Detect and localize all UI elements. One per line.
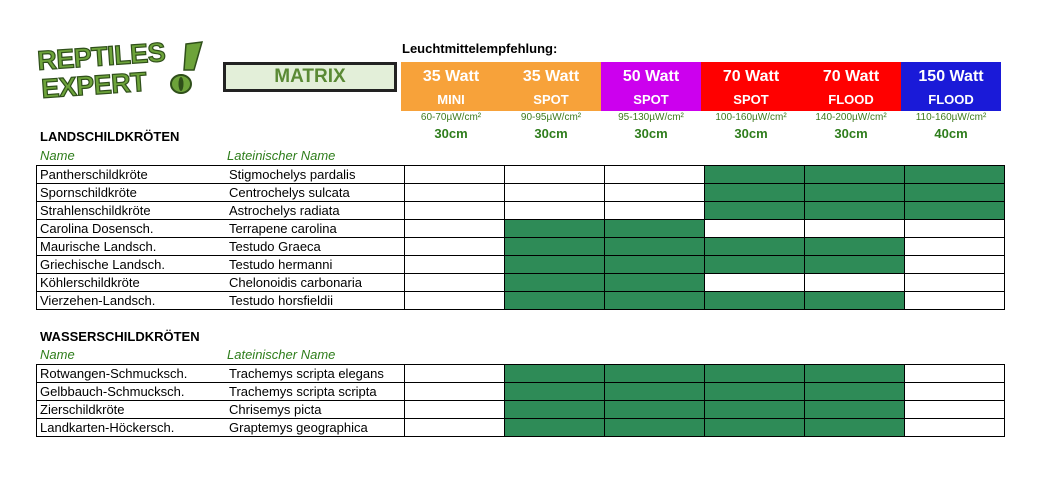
table-row [37, 202, 1005, 220]
empty-cell [405, 292, 505, 310]
empty-cell [905, 274, 1005, 292]
recommended-cell [705, 238, 805, 256]
recommended-cell [905, 166, 1005, 184]
species-name: Strahlenschildkröte [37, 202, 226, 220]
recommended-cell [705, 365, 805, 383]
recommended-cell [505, 238, 605, 256]
empty-cell [405, 365, 505, 383]
empty-cell [405, 274, 505, 292]
lamp-type: SPOT [533, 92, 569, 107]
latin-name: Astrochelys radiata [225, 202, 405, 220]
latin-name: Terrapene carolina [225, 220, 405, 238]
lamp-watt: 70 Watt [722, 68, 780, 85]
recommended-cell [705, 184, 805, 202]
lamp-watt: 35 Watt [422, 68, 480, 85]
table-row [37, 166, 1005, 184]
uv-range: 60-70µW/cm² [420, 112, 482, 123]
empty-cell [905, 383, 1005, 401]
recommended-cell [805, 401, 905, 419]
latin-name: Centrochelys sulcata [225, 184, 405, 202]
species-name: Landkarten-Höckersch. [37, 419, 226, 437]
empty-cell [905, 238, 1005, 256]
lamp-type: SPOT [733, 92, 769, 107]
uv-range: 140-200µW/cm² [815, 112, 887, 123]
matrix-label: MATRIX [223, 62, 397, 92]
recommended-cell [705, 202, 805, 220]
uv-range: 100-160µW/cm² [715, 112, 787, 123]
empty-cell [605, 184, 705, 202]
recommended-cell [905, 184, 1005, 202]
recommended-cell [705, 256, 805, 274]
empty-cell [505, 184, 605, 202]
recommended-cell [805, 419, 905, 437]
latin-name: Chrisemys picta [225, 401, 405, 419]
latin-name: Testudo horsfieldii [225, 292, 405, 310]
recommended-cell [905, 202, 1005, 220]
col-head-latin: Lateinischer Name [227, 347, 336, 362]
recommended-cell [805, 383, 905, 401]
recommended-cell [805, 292, 905, 310]
empty-cell [605, 166, 705, 184]
empty-cell [405, 419, 505, 437]
lamp-distance: 30cm [534, 126, 568, 141]
species-name: Köhlerschildkröte [37, 274, 226, 292]
empty-cell [505, 166, 605, 184]
table-row [37, 383, 1005, 401]
recommended-cell [605, 220, 705, 238]
species-name: Carolina Dosensch. [37, 220, 226, 238]
logo-line-1: REPTILES [36, 40, 167, 76]
uv-range: 95-130µW/cm² [618, 112, 684, 123]
lamp-distance: 30cm [434, 126, 468, 141]
latin-name: Testudo hermanni [225, 256, 405, 274]
empty-cell [805, 274, 905, 292]
table-row [37, 220, 1005, 238]
table-row [37, 419, 1005, 437]
lamp-watt: 70 Watt [822, 68, 880, 85]
empty-cell [705, 220, 805, 238]
lamp-distance: 30cm [834, 126, 868, 141]
recommended-cell [505, 383, 605, 401]
recommended-cell [705, 383, 805, 401]
empty-cell [405, 238, 505, 256]
water-turtle-table [36, 364, 1005, 437]
lamp-type: FLOOD [828, 92, 874, 107]
empty-cell [605, 202, 705, 220]
recommended-cell [505, 274, 605, 292]
latin-name: Chelonoidis carbonaria [225, 274, 405, 292]
col-head-latin: Lateinischer Name [227, 148, 336, 163]
lamp-header-6 [901, 62, 1001, 111]
lamp-watt: 35 Watt [522, 68, 580, 85]
lamp-info-1 [401, 112, 501, 142]
recommended-cell [805, 238, 905, 256]
recommended-cell [505, 419, 605, 437]
recommended-cell [805, 202, 905, 220]
lamp-type: MINI [437, 92, 465, 107]
table-row [37, 256, 1005, 274]
lamp-watt: 50 Watt [622, 68, 680, 85]
latin-name: Trachemys scripta scripta [225, 383, 405, 401]
recommended-cell [605, 365, 705, 383]
empty-cell [405, 401, 505, 419]
species-name: Gelbbauch-Schmucksch. [37, 383, 226, 401]
table-row [37, 184, 1005, 202]
recommended-cell [805, 184, 905, 202]
empty-cell [905, 419, 1005, 437]
empty-cell [405, 383, 505, 401]
empty-cell [905, 401, 1005, 419]
lamp-watt: 150 Watt [918, 68, 984, 85]
lamp-header-5 [801, 62, 901, 111]
recommended-cell [805, 256, 905, 274]
recommended-cell [705, 292, 805, 310]
table-row [37, 401, 1005, 419]
recommended-cell [505, 401, 605, 419]
recommended-cell [605, 256, 705, 274]
species-name: Rotwangen-Schmucksch. [37, 365, 226, 383]
recommended-cell [605, 383, 705, 401]
recommended-cell [705, 401, 805, 419]
recommended-cell [705, 166, 805, 184]
lamp-distance: 40cm [934, 126, 968, 141]
col-head-name: Name [40, 148, 75, 163]
table-row [37, 274, 1005, 292]
empty-cell [405, 166, 505, 184]
species-name: Spornschildkröte [37, 184, 226, 202]
recommended-cell [705, 419, 805, 437]
recommended-cell [605, 401, 705, 419]
recommended-cell [805, 365, 905, 383]
lamp-header-1 [401, 62, 501, 111]
section-title-water: WASSERSCHILDKRÖTEN [40, 329, 200, 344]
empty-cell [405, 256, 505, 274]
empty-cell [505, 202, 605, 220]
empty-cell [805, 220, 905, 238]
species-name: Pantherschildkröte [37, 166, 226, 184]
latin-name: Graptemys geographica [225, 419, 405, 437]
empty-cell [705, 274, 805, 292]
empty-cell [905, 256, 1005, 274]
empty-cell [905, 365, 1005, 383]
latin-name: Stigmochelys pardalis [225, 166, 405, 184]
recommended-cell [605, 292, 705, 310]
recommended-cell [505, 365, 605, 383]
species-name: Zierschildkröte [37, 401, 226, 419]
section-title-land: LANDSCHILDKRÖTEN [40, 129, 180, 144]
empty-cell [905, 220, 1005, 238]
lamp-type: FLOOD [928, 92, 974, 107]
latin-name: Trachemys scripta elegans [225, 365, 405, 383]
latin-name: Testudo Graeca [225, 238, 405, 256]
reptiles-expert-logo [36, 40, 206, 110]
species-name: Maurische Landsch. [37, 238, 226, 256]
species-name: Vierzehen-Landsch. [37, 292, 226, 310]
lamp-distance: 30cm [634, 126, 668, 141]
exclamation-bar-icon [184, 42, 202, 70]
recommended-cell [805, 166, 905, 184]
table-row [37, 238, 1005, 256]
lamp-type: SPOT [633, 92, 669, 107]
empty-cell [405, 184, 505, 202]
recommended-cell [605, 238, 705, 256]
lamp-info-2 [501, 112, 601, 142]
recommendation-title: Leuchtmittelempfehlung: [402, 41, 558, 56]
recommended-cell [505, 292, 605, 310]
species-name: Griechische Landsch. [37, 256, 226, 274]
col-head-name: Name [40, 347, 75, 362]
lamp-info-4 [701, 112, 801, 142]
recommended-cell [605, 419, 705, 437]
lamp-info-5 [801, 112, 901, 142]
logo-line-2: EXPERT [40, 66, 148, 104]
lamp-header-4 [701, 62, 801, 111]
lamp-info-6 [901, 112, 1001, 142]
lamp-header-2 [501, 62, 601, 111]
lamp-header-3 [601, 62, 701, 111]
lamp-info-3 [601, 112, 701, 142]
empty-cell [405, 220, 505, 238]
recommended-cell [605, 274, 705, 292]
table-row [37, 292, 1005, 310]
uv-range: 90-95µW/cm² [520, 112, 582, 123]
land-tortoise-table [36, 165, 1005, 310]
lamp-distance: 30cm [734, 126, 768, 141]
recommended-cell [505, 256, 605, 274]
empty-cell [405, 202, 505, 220]
recommended-cell [505, 220, 605, 238]
table-row [37, 365, 1005, 383]
empty-cell [905, 292, 1005, 310]
uv-range: 110-160µW/cm² [915, 112, 987, 123]
